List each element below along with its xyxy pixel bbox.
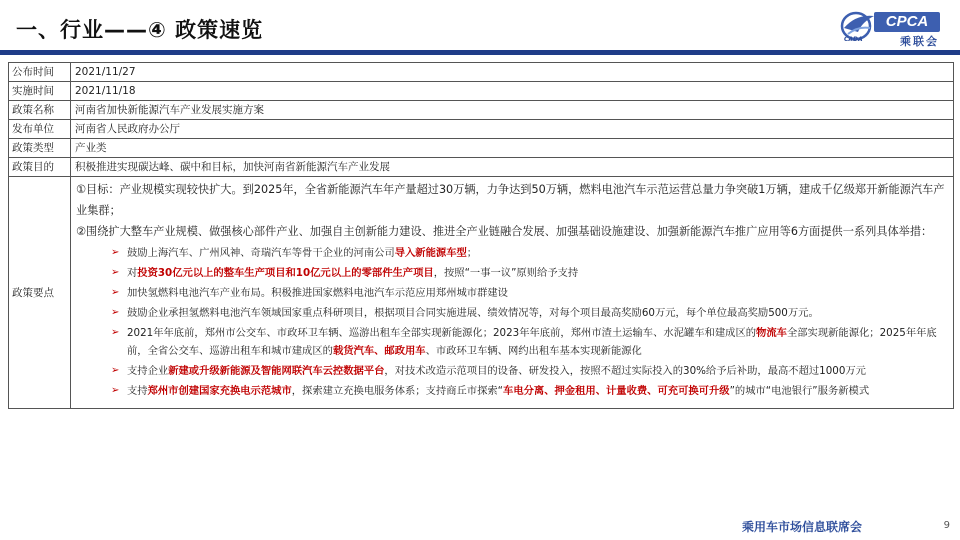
row-key: 政策目的 bbox=[9, 158, 71, 177]
bullet-text: 对 bbox=[127, 267, 138, 279]
arrow-bullet-icon: ➢ bbox=[111, 307, 120, 318]
bullet-text: ； bbox=[466, 247, 478, 259]
bullet-text: ”的城市“电池银行”服务新模式 bbox=[729, 385, 870, 397]
logo-sub-text: 乘联会 bbox=[900, 35, 939, 48]
row-value: 2021/11/18 bbox=[71, 82, 954, 101]
list-item bbox=[111, 284, 949, 302]
row-key: 政策类型 bbox=[9, 139, 71, 158]
list-item bbox=[111, 324, 949, 360]
bullet-highlight: 物流车 bbox=[756, 327, 787, 339]
list-item bbox=[111, 362, 949, 380]
bullet-text: 鼓励企业承担氢燃料电池汽车领域国家重点科研项目，根据项目合同实施进展、绩效情况等，对每个项目最高奖励60万元，每个单位最高奖励500万元。 bbox=[127, 307, 819, 319]
row-key: 发布单位 bbox=[9, 120, 71, 139]
bullet-text: 2021年年底前，郑州市公交车、市政环卫车辆、巡游出租车全部实现新能源化；2023年年底前，郑州市渣土运输车、水泥罐车和建成区的 bbox=[127, 327, 757, 339]
goal-paragraph: ①目标：产业规模实现较快扩大。到2025年，全省新能源汽车年产量超过30万辆，力争达到50万辆，燃料电池汽车示范运营总量力争突破1万辆，建成千亿级郑开新能源汽车产业集群； bbox=[76, 183, 945, 217]
bullet-text: 鼓励上海汽车、广州风神、奇瑞汽车等骨干企业的河南公司 bbox=[127, 247, 395, 259]
bullet-highlight: 新建或升级新能源及智能网联汽车云控数据平台 bbox=[168, 365, 385, 377]
page-title: 一、行业——④ 政策速览 bbox=[16, 18, 264, 42]
bullet-highlight: 载货汽车、邮政用车 bbox=[332, 345, 426, 357]
row-value: 河南省人民政府办公厅 bbox=[71, 120, 954, 139]
page-number: 9 bbox=[943, 520, 950, 531]
list-item bbox=[111, 382, 949, 400]
measures-list bbox=[75, 244, 949, 400]
header-divider bbox=[0, 50, 960, 55]
row-value: 河南省加快新能源汽车产业发展实施方案 bbox=[71, 101, 954, 120]
bullet-text: ，探索建立充换电服务体系；支持商丘市探索“ bbox=[291, 385, 504, 397]
list-item bbox=[111, 264, 949, 282]
row-value: 积极推进实现碳达峰、碳中和目标，加快河南省新能源汽车产业发展 bbox=[71, 158, 954, 177]
bullet-text: 支持企业 bbox=[127, 365, 169, 377]
bullet-highlight: 导入新能源车型 bbox=[394, 247, 467, 259]
table-row bbox=[9, 63, 954, 82]
row-key: 公布时间 bbox=[9, 63, 71, 82]
row-key: 政策要点 bbox=[9, 177, 71, 409]
row-value: 2021/11/27 bbox=[71, 63, 954, 82]
bullet-text: 、市政环卫车辆、网约出租车基本实现新能源化 bbox=[425, 345, 642, 357]
row-value: 产业类 bbox=[71, 139, 954, 158]
table-row bbox=[9, 139, 954, 158]
list-item bbox=[111, 304, 949, 322]
policy-table bbox=[8, 62, 954, 409]
arrow-bullet-icon: ➢ bbox=[111, 365, 120, 376]
table-row bbox=[9, 82, 954, 101]
bullet-highlight: 投资30亿元以上的整车生产项目和10亿元以上的零部件生产项目 bbox=[137, 267, 434, 279]
arrow-bullet-icon: ➢ bbox=[111, 287, 120, 298]
bullet-text: 支持 bbox=[127, 385, 148, 397]
arrow-bullet-icon: ➢ bbox=[111, 267, 120, 278]
table-row-main-points bbox=[9, 177, 954, 409]
list-item bbox=[111, 244, 949, 262]
logo-brand-text: CPCA bbox=[874, 12, 940, 32]
row-key: 实施时间 bbox=[9, 82, 71, 101]
bullet-text: ，对技术改造示范项目的设备、研发投入，按照不超过实际投入的30%给予后补助，最高不超过1000万元 bbox=[384, 365, 866, 377]
arrow-bullet-icon: ➢ bbox=[111, 327, 120, 338]
bullet-highlight: 车电分离、押金租用、计量收费、可充可换可升级 bbox=[503, 385, 730, 397]
bullet-text: 全部实现新能源化；2025年年底前，全省公交车、巡游出租车和城市建成区的 bbox=[127, 327, 937, 357]
measures-paragraph: ②围绕扩大整车产业规模、做强核心部件产业、加强自主创新能力建设、推进全产业链融合发展、加强基础设施建设、加强新能源汽车推广应用等6方面提供一系列具体举措： bbox=[76, 225, 933, 238]
table-row bbox=[9, 158, 954, 177]
arrow-bullet-icon: ➢ bbox=[111, 385, 120, 396]
cpca-logo bbox=[838, 6, 948, 48]
table-row bbox=[9, 101, 954, 120]
logo-small-text: CADA bbox=[844, 36, 863, 43]
table-row bbox=[9, 120, 954, 139]
bullet-text: 加快氢燃料电池汽车产业布局。积极推进国家燃料电池汽车示范应用郑州城市群建设 bbox=[127, 287, 508, 299]
bullet-text: ，按照“一事一议”原则给予支持 bbox=[433, 267, 579, 279]
arrow-bullet-icon: ➢ bbox=[111, 247, 120, 258]
main-points-cell bbox=[71, 177, 954, 409]
row-key: 政策名称 bbox=[9, 101, 71, 120]
bullet-highlight: 郑州市创建国家充换电示范城市 bbox=[147, 385, 292, 397]
footer-org: 乘用车市场信息联席会 bbox=[741, 520, 862, 534]
